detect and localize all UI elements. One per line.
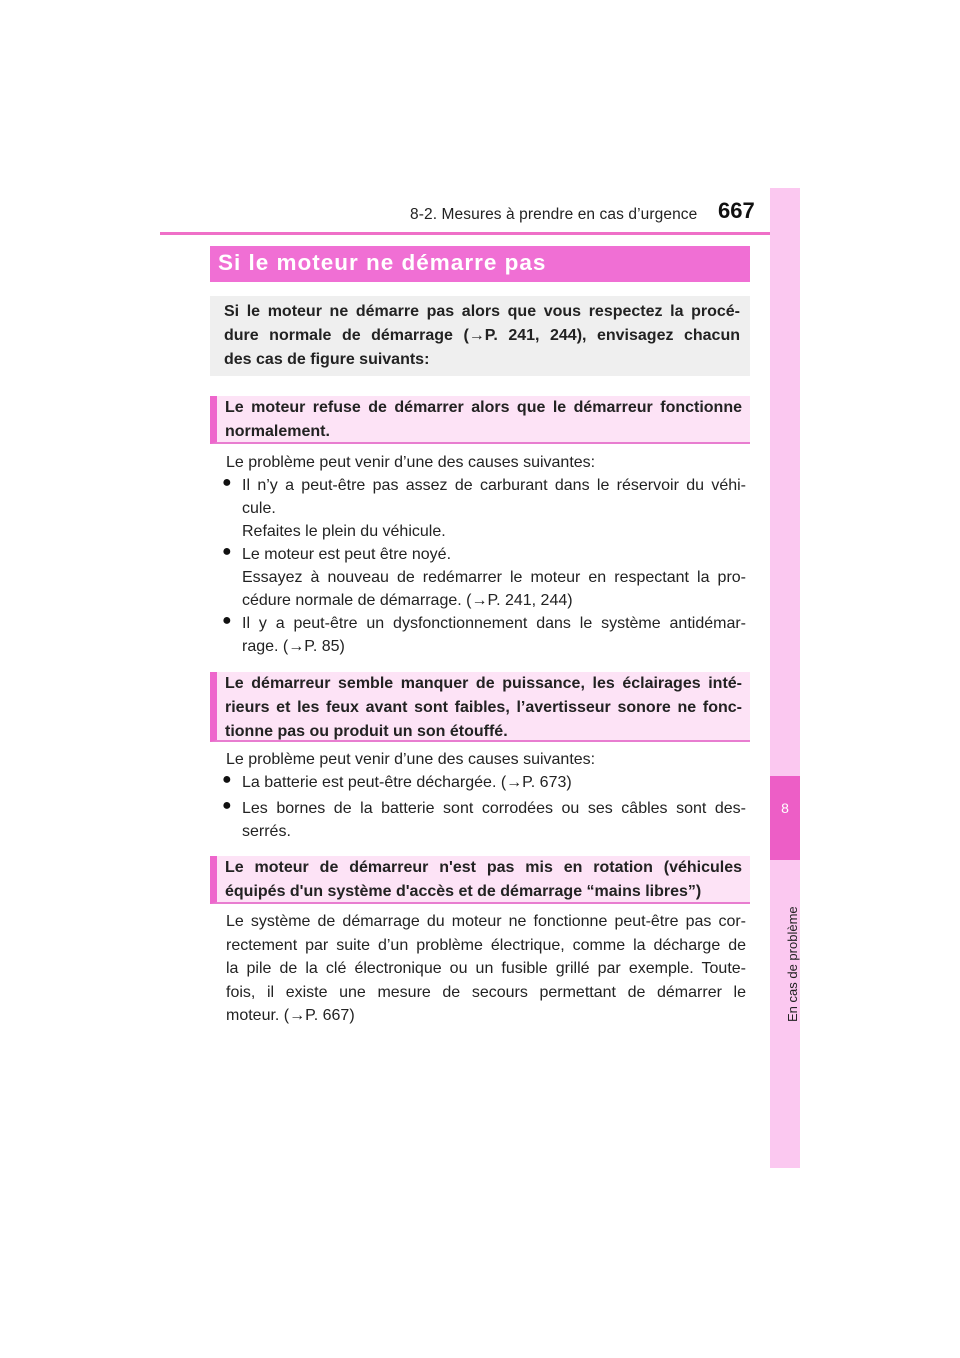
- bullet-item: [242, 771, 746, 794]
- paragraph-line: Le système de démarrage du moteur ne fonctionne peut-être pas cor-: [226, 913, 746, 930]
- section-title: Si le moteur ne démarre pas: [218, 250, 547, 275]
- chapter-side-tab-active: [770, 776, 800, 860]
- intro-line: Si le moteur ne démarre pas alors que vous respectez la procé-: [224, 303, 740, 320]
- lead-text: Le problème peut venir d’une des causes suivantes:: [226, 454, 596, 471]
- bullet-item: [242, 612, 746, 658]
- heading-line: tionne pas ou produit un son étouffé.: [225, 723, 508, 740]
- bullet-line: Il y a peut-être un dysfonctionnement dans le système antidémar-: [242, 615, 746, 632]
- bullet-line: Refaites le plein du véhicule.: [242, 523, 446, 540]
- bullet-line: rage. (→P. 85): [242, 638, 345, 655]
- heading-line: Le moteur de démarreur n'est pas mis en rotation (véhicules: [225, 859, 742, 876]
- bullet-item: [242, 474, 746, 543]
- sub-heading-text: [217, 396, 750, 444]
- section-title-bar: [210, 246, 750, 282]
- running-header-section: 8-2. Mesures à prendre en cas d’urgence: [410, 206, 698, 223]
- heading-line: normalement.: [225, 423, 330, 440]
- bullet-icon: ●: [222, 474, 232, 491]
- bullet-item: [242, 543, 746, 612]
- lead-text: Le problème peut venir d’une des causes suivantes:: [226, 751, 596, 768]
- bullet-icon: ●: [222, 797, 232, 814]
- heading-line: Le moteur refuse de démarrer alors que le démarreur fonctionne: [225, 399, 742, 416]
- paragraph-line: rectement par suite d’un problème électrique, comme la décharge de: [226, 936, 746, 954]
- sub-heading-text: [217, 672, 750, 744]
- heading-line: rieurs et les feux avant sont faibles, l’avertisseur sonore ne fonc-: [225, 699, 742, 716]
- bullet-line: Il n’y a peut-être pas assez de carburant dans le réservoir du véhi-: [242, 477, 746, 494]
- heading-line: Le démarreur semble manquer de puissance, les éclairages inté-: [225, 675, 742, 692]
- bullet-icon: ●: [222, 771, 232, 788]
- bullet-line: La batterie est peut-être déchargée. (→P. 673): [242, 774, 572, 791]
- bullet-line: Les bornes de la batterie sont corrodées ou ses câbles sont des-: [242, 800, 746, 817]
- chapter-number: 8: [781, 800, 789, 816]
- intro-line: des cas de figure suivants:: [224, 351, 430, 368]
- intro-text: [224, 300, 740, 372]
- paragraph-text: [226, 910, 746, 1028]
- paragraph-line: moteur. (→P. 667): [226, 1007, 355, 1024]
- page-number: 667: [718, 198, 755, 223]
- sub-heading-starter-not-turning: [210, 856, 750, 904]
- sub-heading-weak-starter: [210, 672, 750, 742]
- sub-heading-text: [217, 856, 750, 904]
- intro-line: dure normale de démarrage (→P. 241, 244), envisagez chacun: [224, 327, 740, 344]
- header-divider: [160, 232, 800, 235]
- bullet-item: [242, 797, 746, 843]
- bullet-line: Le moteur est peut être noyé.: [242, 546, 452, 563]
- heading-line: équipés d'un système d'accès et de démarrage “mains libres”): [225, 883, 702, 900]
- bullet-icon: ●: [222, 543, 232, 560]
- bullet-line: serrés.: [242, 823, 291, 840]
- paragraph-line: la pile de la clé électronique ou un fusible grillé par exemple. Toute-: [226, 960, 746, 977]
- bullet-line: cule.: [242, 500, 276, 517]
- bullet-icon: ●: [222, 612, 232, 629]
- intro-box: [210, 296, 750, 376]
- sub-heading-engine-not-starting: [210, 396, 750, 444]
- bullet-line: Essayez à nouveau de redémarrer le moteur en respectant la pro-: [242, 569, 746, 586]
- paragraph-line: fois, il existe une mesure de secours permettant de démarrer le: [226, 983, 746, 1001]
- bullet-line: cédure normale de démarrage. (→P. 241, 244): [242, 592, 573, 609]
